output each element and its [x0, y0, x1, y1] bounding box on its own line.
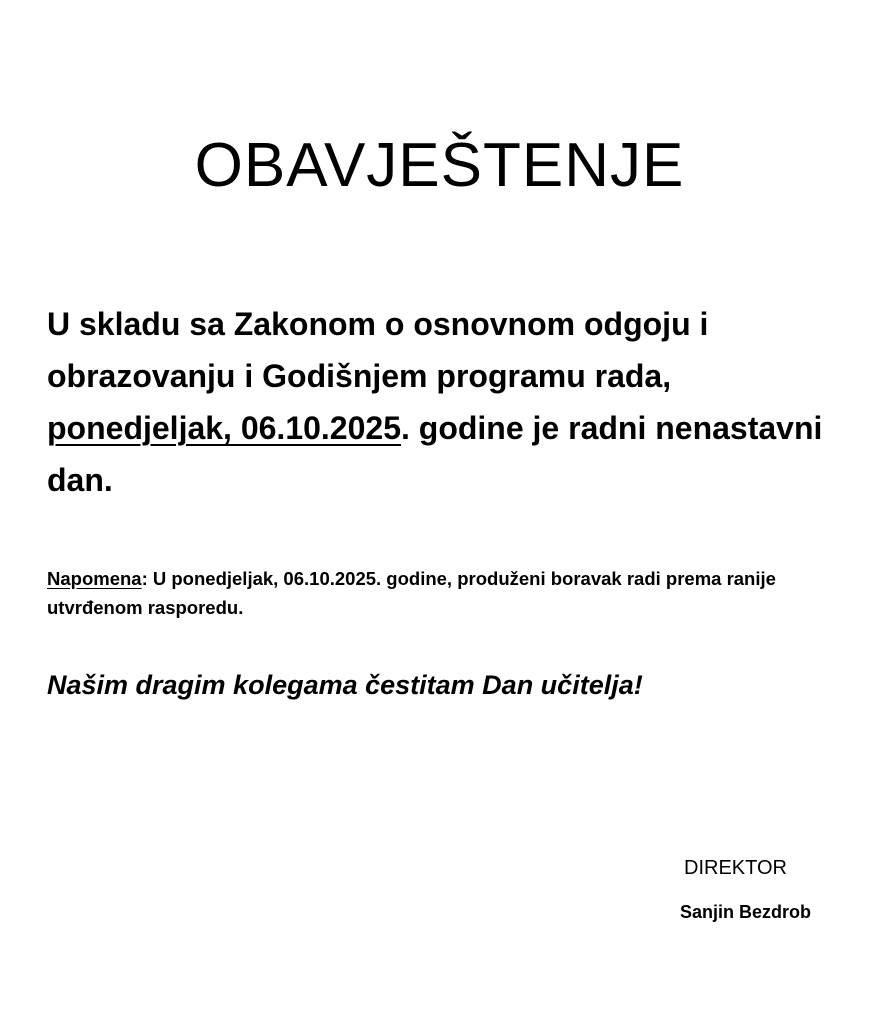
- announcement-date: ponedjeljak, 06.10.2025: [47, 410, 401, 446]
- greeting-text: Našim dragim kolegama čestitam Dan učitelja!: [47, 670, 643, 700]
- note-label: Napomena: [47, 568, 142, 589]
- announcement-text-start: U skladu sa Zakonom o osnovnom odgoju i obrazovanju i Godišnjem programu rada,: [47, 306, 709, 394]
- signature-name: Sanjin Bezdrob: [680, 902, 812, 922]
- announcement-text-end: . godine je radni nenastavni dan.: [47, 410, 823, 498]
- main-announcement: [47, 298, 847, 506]
- document-title: OBAVJEŠTENJE: [194, 131, 685, 200]
- signature-title: DIREKTOR: [684, 857, 787, 879]
- note-text: : U ponedjeljak, 06.10.2025. godine, produženi boravak radi prema ranije utvrđenom rasporedu.: [47, 568, 776, 618]
- note-paragraph: [47, 564, 847, 622]
